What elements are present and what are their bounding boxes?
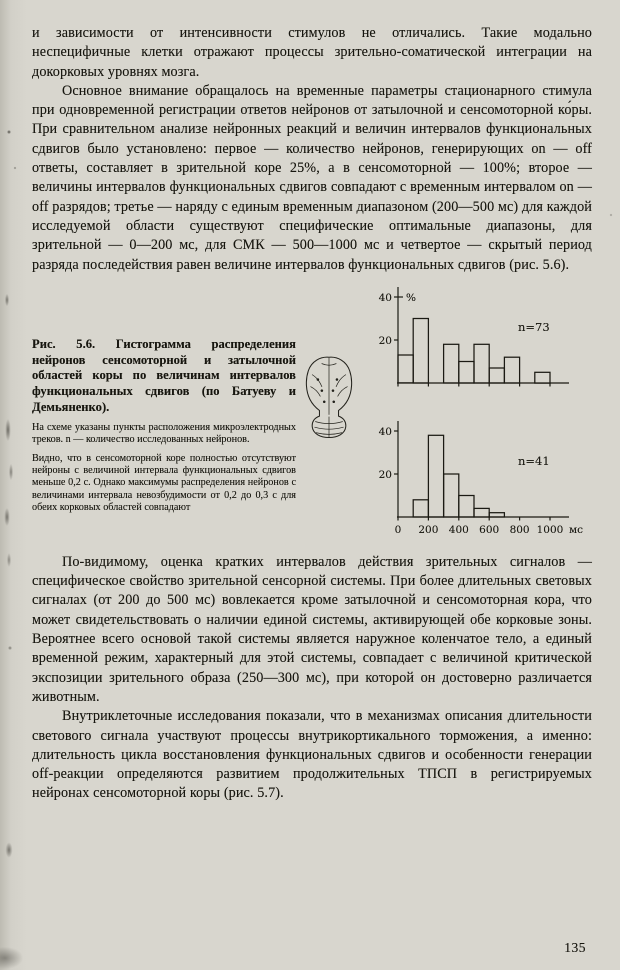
- svg-text:40: 40: [378, 425, 392, 438]
- paragraph-main: Основное внимание обращалось на временные параметры стационарного стимула при одновременной регистрации ответов нейронов от затылочной и сенсомоторной ко́ры. При сравнительном анализе нейронных реакций и величин интервалов функциональных сдвигов было установлено: первое — количество нейронов, генерирующих on — off ответы, составляет в зрительной коре 25%, а в сенсомоторной — 100%; второе — величины интервалов функциональных сдвигов совпадают с временным интервалом on — off разрядов; третье — наряду с единым временным диапазоном (200—500 мс) для каждой исследуемой области существуют специфические оптимальные диапазоны, для зрительной — 0—200 мс, для СМК — 500—1000 мс и четвертое — скрытый период разряда последействия равен величине интервалов функциональных сдвигов (рис. 5.6).: [32, 82, 592, 273]
- figure-caption-column: [32, 337, 296, 515]
- svg-text:%: %: [406, 291, 416, 304]
- svg-text:n=73: n=73: [518, 319, 550, 334]
- svg-text:400: 400: [448, 523, 469, 536]
- svg-text:600: 600: [479, 523, 500, 536]
- svg-text:200: 200: [418, 523, 439, 536]
- svg-text:800: 800: [509, 523, 530, 536]
- paragraph-continuation: и зависимости от интенсивности стимулов не отличались. Такие модально неспецифичные клетки отражают процессы зрительно-соматической интеграции на докорковых уровнях мозга.: [32, 25, 592, 80]
- svg-text:мс: мс: [568, 523, 584, 536]
- paragraph-discussion: По-видимому, оценка кратких интервалов действия зрительных сигналов — специфическое свойство зрительной сенсорной системы. При более длительных световых сигналах (от 200 до 500 мс) вовлекается кроме затылочной и сенсомоторная кора, что может свидетельствовать о наличии единой системы, активирующей обе корковые зоны. Вероятнее всего основой такой системы является наружное коленчатое тело, а единый временной режим, характерный для этой системы, совпадает с величиной критической экспозиции зрительного образа (250—300 мс), при которой он достоверно различается животным.: [32, 553, 592, 705]
- functional-shift-histograms: [362, 279, 592, 541]
- svg-text:n=41: n=41: [518, 453, 550, 468]
- brain-top-view-icon: [296, 349, 362, 445]
- svg-text:1000: 1000: [536, 523, 564, 536]
- figure-note-2: Видно, что в сенсомоторной коре полностью отсутствуют нейроны с величиной интервала функциональных сдвигов меньше 0,2 с. Однако максимумы распределения нейронов с величинами интервала невозбудимости от 0,2 до 0,3 с для обеих корковых областей совпадают: [32, 452, 296, 514]
- figure-caption: Рис. 5.6. Гистограмма распределения нейронов сенсомоторной и затылочной областей коры по величинам интервалов функциональных сдвигов (по Батуеву и Демьяненко).: [32, 336, 296, 415]
- svg-text:0: 0: [394, 523, 402, 536]
- figure-5-6: [32, 279, 592, 547]
- figure-note-1: На схеме указаны пункты расположения микроэлектродных треков. n — количество исследованных нейронов.: [32, 421, 296, 446]
- svg-text:20: 20: [378, 334, 392, 347]
- svg-text:40: 40: [378, 291, 392, 304]
- paragraph-intracellular: Внутриклеточные исследования показали, что в механизмах описания длительности светового сигнала участвуют процессы внутрикортикального торможения, а именно: длительность цикла восстановления функциональных сдвигов и особенности генерации off-реакции определяются развитием продолжительных ТПСП в регистрируемых нейронах сенсомоторной коры (рис. 5.7).: [32, 708, 592, 802]
- page-number: 135: [564, 940, 586, 955]
- histograms-block: [362, 279, 592, 541]
- svg-text:20: 20: [378, 468, 392, 481]
